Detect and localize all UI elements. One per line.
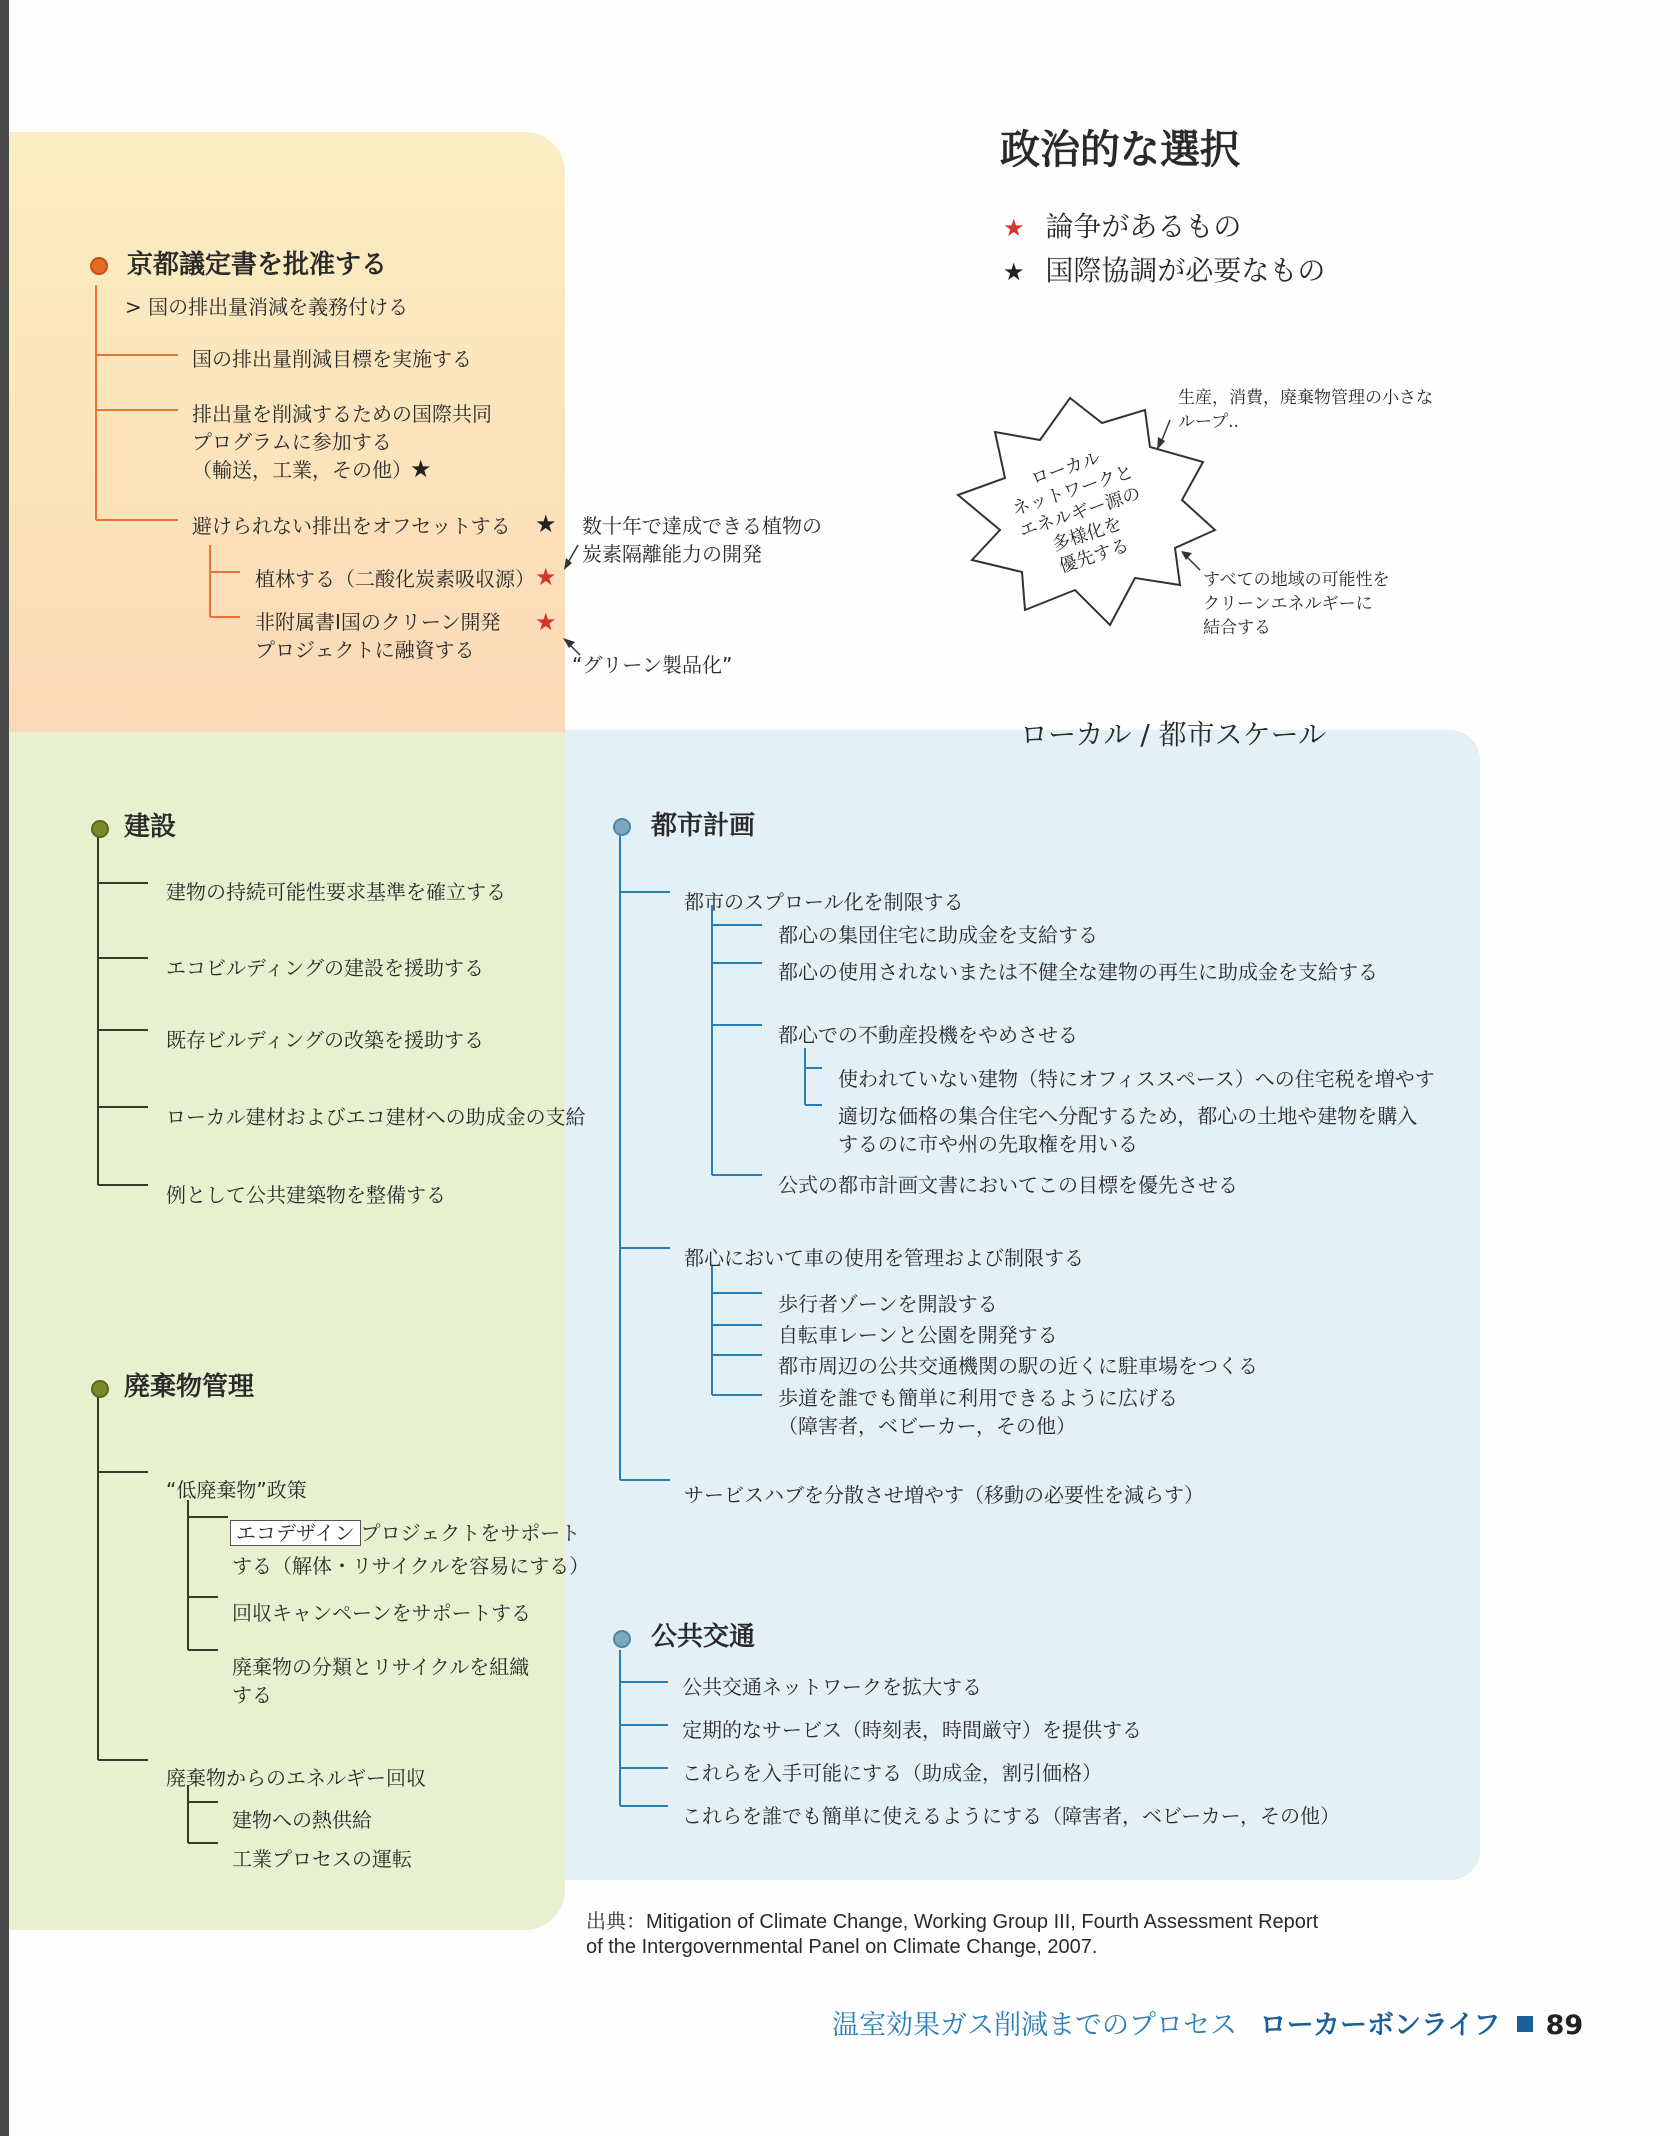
page-title: 政治的な選択 bbox=[1000, 127, 1240, 173]
urban-title: 都市計画 bbox=[651, 811, 756, 841]
construction-item: エコビルディングの建設を援助する bbox=[166, 956, 484, 980]
waste-energy-item: 工業プロセスの運転 bbox=[232, 1847, 412, 1871]
transit-item: これらを誰でも簡単に使えるようにする（障害者，ベビーカー，その他） bbox=[682, 1804, 1340, 1828]
transit-item: 定期的なサービス（時刻表，時間厳守）を提供する bbox=[682, 1718, 1142, 1742]
urban-car-item: 歩行者ゾーンを開設する bbox=[778, 1292, 998, 1316]
black-star-icon: ★ bbox=[535, 510, 557, 538]
red-star-icon: ★ bbox=[1003, 214, 1025, 242]
legend-label: 論争があるもの bbox=[1045, 210, 1242, 243]
urban-car-item: 歩道を誰でも簡単に利用できるように広げる （障害者，ベビーカー，その他） bbox=[778, 1386, 1178, 1438]
waste-item: 廃棄物の分類とリサイクルを組織 する bbox=[232, 1655, 530, 1707]
urban-sprawl-item: 公式の都市計画文書においてこの目標を優先させる bbox=[778, 1173, 1238, 1197]
urban-car: 都心において車の使用を管理および制限する bbox=[684, 1246, 1084, 1270]
kyoto-item: 排出量を削減するための国際共同 プログラムに参加する （輸送，工業，その他） bbox=[192, 402, 492, 482]
burst-text: ローカル ネットワークと エネルギー源の 多様化を 優先する bbox=[1009, 447, 1144, 578]
urban-spec-item: 使われていない建物（特にオフィススペース）への住宅税を増やす bbox=[838, 1067, 1435, 1091]
eco-design-rest: プロジェクトをサポート bbox=[360, 1521, 581, 1545]
burst-note-top: 生産，消費，廃棄物管理の小さな ループ.. bbox=[1178, 388, 1433, 432]
legend-item-contested bbox=[1003, 208, 1241, 247]
legend-label: 国際協調が必要なもの bbox=[1045, 254, 1326, 287]
construction-tree-lines bbox=[98, 828, 148, 1185]
transit-title: 公共交通 bbox=[651, 1622, 756, 1652]
page-footer bbox=[832, 2008, 1583, 2044]
blue-bullet-icon bbox=[613, 818, 631, 836]
urban-spec-item: 適切な価格の集合住宅へ分配するため，都心の土地や建物を購入 するのに市や州の先取権を用いる bbox=[838, 1104, 1418, 1156]
green-bullet-icon bbox=[91, 1380, 109, 1398]
legend-item-international bbox=[1003, 252, 1325, 291]
kyoto-note-plant: 数十年で達成できる植物の 炭素隔離能力の開発 bbox=[582, 514, 822, 566]
orange-bullet-icon bbox=[90, 257, 108, 275]
burst-note-bottom: すべての地域の可能性を クリーンエネルギーに 結合する bbox=[1203, 570, 1390, 638]
waste-eco-line2: する（解体・リサイクルを容易にする） bbox=[232, 1554, 590, 1578]
waste-title: 廃棄物管理 bbox=[124, 1372, 255, 1402]
eco-design-box: エコデザイン bbox=[230, 1520, 361, 1546]
black-star-icon: ★ bbox=[1003, 258, 1025, 286]
kyoto-sub: > 国の排出量消減を義務付ける bbox=[125, 295, 409, 319]
transit-item: 公共交通ネットワークを拡大する bbox=[682, 1675, 982, 1699]
urban-sprawl-item: 都心での不動産投機をやめさせる bbox=[778, 1023, 1078, 1047]
red-star-icon: ★ bbox=[535, 563, 557, 591]
green-bullet-icon bbox=[91, 820, 109, 838]
scale-label: ローカル / 都市スケール bbox=[1020, 718, 1327, 751]
waste-item: 回収キャンペーンをサポートする bbox=[232, 1601, 531, 1625]
kyoto-sub-item: 植林する（二酸化炭素吸収源） bbox=[255, 567, 535, 591]
urban-car-item: 都市周辺の公共交通機関の駅の近くに駐車場をつくる bbox=[778, 1354, 1258, 1378]
kyoto-item: 国の排出量削減目標を実施する bbox=[192, 347, 472, 371]
source-citation: 出典：Mitigation of Climate Change, Working Group III, Fourth Assessment Report of the Intergovernmental Panel on Climate Change, 2007. bbox=[586, 1911, 1319, 1958]
waste-policy: “低廃棄物”政策 bbox=[166, 1478, 307, 1502]
construction-item: ローカル建材およびエコ建材への助成金の支給 bbox=[166, 1105, 586, 1129]
construction-item: 例として公共建築物を整備する bbox=[166, 1183, 446, 1207]
waste-energy-item: 建物への熱供給 bbox=[232, 1808, 372, 1832]
waste-energy: 廃棄物からのエネルギー回収 bbox=[166, 1766, 426, 1790]
kyoto-title: 京都議定書を批准する bbox=[127, 250, 388, 280]
black-star-icon: ★ bbox=[410, 455, 432, 483]
footer-square-icon bbox=[1517, 2016, 1533, 2032]
footer-process: 温室効果ガス削減までのプロセス bbox=[832, 2010, 1237, 2041]
urban-sprawl: 都市のスプロール化を制限する bbox=[684, 890, 964, 914]
urban-sprawl-item: 都心の集団住宅に助成金を支給する bbox=[778, 923, 1098, 947]
urban-hubs: サービスハブを分散させ増やす（移動の必要性を減らす） bbox=[684, 1483, 1204, 1507]
red-star-icon: ★ bbox=[535, 608, 557, 636]
waste-eco-item bbox=[230, 1519, 580, 1547]
kyoto-note-green: “グリーン製品化” bbox=[572, 653, 733, 677]
footer-book: ローカーボンライフ bbox=[1259, 2010, 1501, 2041]
page-number: 89 bbox=[1545, 2010, 1584, 2041]
kyoto-item: 避けられない排出をオフセットする bbox=[192, 514, 511, 538]
construction-item: 既存ビルディングの改築を援助する bbox=[166, 1028, 484, 1052]
urban-car-item: 自転車レーンと公園を開発する bbox=[778, 1323, 1058, 1347]
construction-item: 建物の持続可能性要求基準を確立する bbox=[166, 880, 506, 904]
transit-tree-lines bbox=[620, 1650, 668, 1806]
transit-item: これらを入手可能にする（助成金，割引価格） bbox=[682, 1761, 1102, 1785]
construction-title: 建設 bbox=[124, 812, 177, 842]
kyoto-sub-item: 非附属書Ⅰ国のクリーン開発 プロジェクトに融資する bbox=[255, 610, 501, 662]
urban-sprawl-item: 都心の使用されないまたは不健全な建物の再生に助成金を支給する bbox=[778, 960, 1378, 984]
blue-bullet-icon bbox=[613, 1630, 631, 1648]
